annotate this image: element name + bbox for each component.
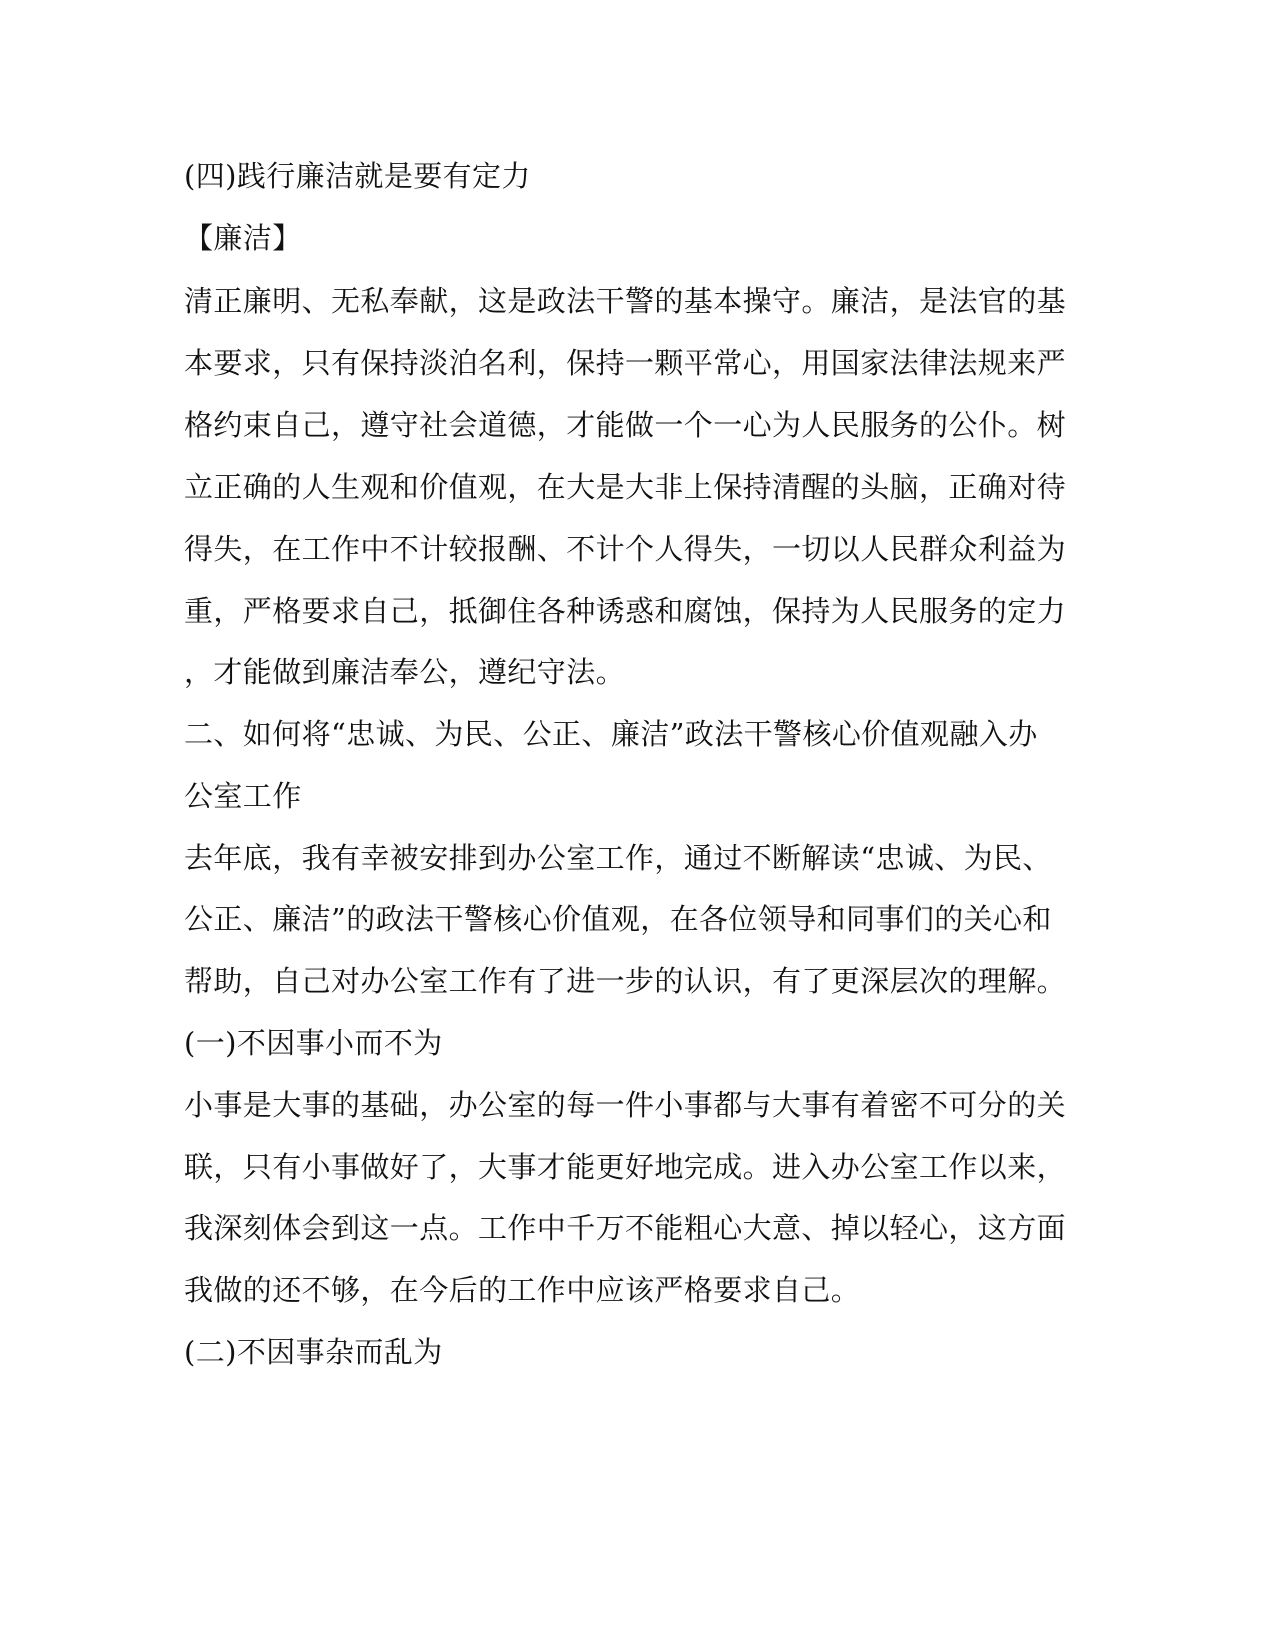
paragraph-line: 去年底，我有幸被安排到办公室工作，通过不断解读“忠诚、为民、 <box>184 841 1052 875</box>
paragraph-line: 帮助，自己对办公室工作有了进一步的认识，有了更深层次的理解。 <box>184 964 1067 998</box>
paragraph-line: 我深刻体会到这一点。工作中千万不能粗心大意、掉以轻心，这方面 <box>184 1211 1067 1245</box>
paragraph-line: 我做的还不够，在今后的工作中应该严格要求自己。 <box>184 1273 861 1307</box>
paragraph-line: 清正廉明、无私奉献，这是政法干警的基本操守。廉洁，是法官的基 <box>184 284 1067 318</box>
paragraph-line: 公正、廉洁”的政法干警核心价值观，在各位领导和同事们的关心和 <box>184 902 1052 936</box>
paragraph-line: 立正确的人生观和价值观，在大是大非上保持清醒的头脑，正确对待 <box>184 470 1067 504</box>
section-heading: 公室工作 <box>184 779 302 813</box>
paragraph-line: 得失，在工作中不计较报酬、不计个人得失，一切以人民群众利益为 <box>184 532 1067 566</box>
paragraph-line: 重，严格要求自己，抵御住各种诱惑和腐蚀，保持为人民服务的定力 <box>184 594 1067 628</box>
paragraph-line: ，才能做到廉洁奉公，遵纪守法。 <box>184 655 626 689</box>
paragraph-line: 联，只有小事做好了，大事才能更好地完成。进入办公室工作以来， <box>184 1150 1067 1184</box>
subsection-heading: (二)不因事杂而乱为 <box>184 1335 443 1369</box>
paragraph-line: 本要求，只有保持淡泊名利，保持一颗平常心，用国家法律法规来严 <box>184 346 1067 380</box>
paragraph-line: 小事是大事的基础，办公室的每一件小事都与大事有着密不可分的关 <box>184 1088 1067 1122</box>
keyword-heading: 【廉洁】 <box>184 221 302 255</box>
subsection-heading: (一)不因事小而不为 <box>184 1026 443 1060</box>
paragraph-line: 格约束自己，遵守社会道德，才能做一个一心为人民服务的公仆。树 <box>184 408 1067 442</box>
section-heading: (四)践行廉洁就是要有定力 <box>184 159 531 193</box>
section-heading: 二、如何将“忠诚、为民、公正、廉洁”政法干警核心价值观融入办 <box>184 717 1038 751</box>
